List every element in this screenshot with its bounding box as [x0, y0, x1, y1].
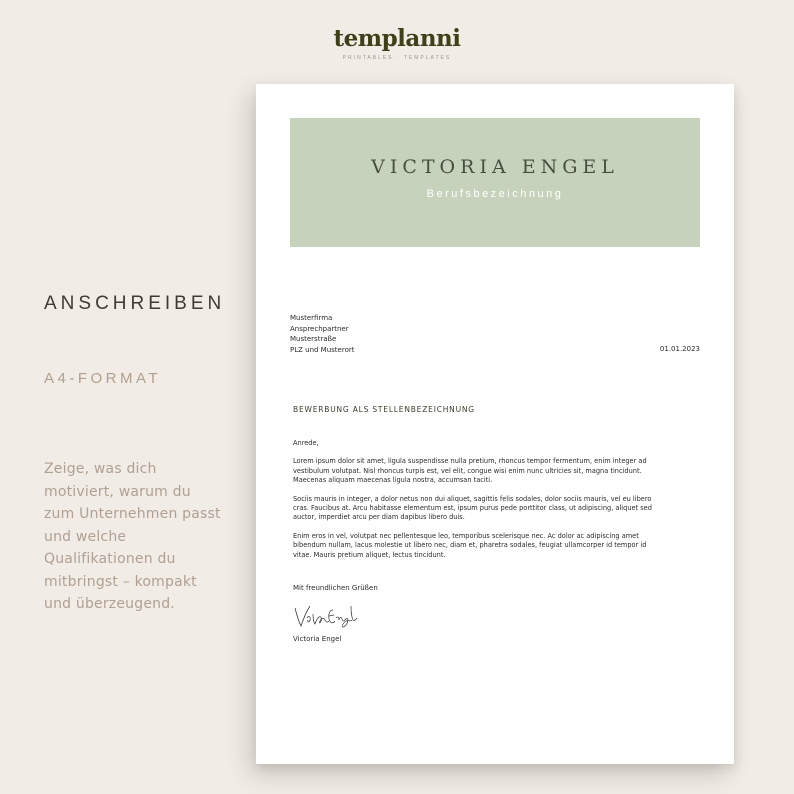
- letter-body: [293, 439, 659, 569]
- job-title: Berufsbezeichnung: [426, 188, 564, 200]
- closing-phrase: Mit freundlichen Grüßen: [293, 584, 378, 592]
- header-banner: [290, 118, 700, 247]
- product-title: ANSCHREIBEN: [44, 293, 226, 314]
- handwritten-signature: [293, 602, 363, 632]
- letter-page: [256, 84, 734, 764]
- recipient-line: Musterstraße: [290, 335, 337, 343]
- brand-tagline: PRINTABLES · TEMPLATES: [342, 55, 452, 61]
- brand-logo: [0, 26, 794, 61]
- recipient-line: PLZ und Musterort: [290, 345, 355, 354]
- recipient-line: Musterfirma: [290, 314, 333, 322]
- letter-date: 01.01.2023: [659, 345, 700, 353]
- salutation: Anrede,: [293, 439, 319, 447]
- sender-name: Victoria Engel: [293, 635, 342, 643]
- format-label: A4-FORMAT: [44, 370, 162, 387]
- body-paragraph: Lorem ipsum dolor sit amet, ligula suspendisse nulla pretium, rhoncus tempor fermentum, enim integer ad vestibulum volutpat. Nisl rhoncus turpis est, vel elit, congue wisi enim nunc ultricies sit, magna tincidunt. Maecenas aliquam maecenas ligula nostra, accumsan taciti.: [293, 457, 647, 485]
- recipient-address: [290, 313, 355, 355]
- brand-name: templanni: [333, 25, 461, 52]
- recipient-line: Ansprechpartner: [290, 324, 349, 333]
- product-description: Zeige, was dich motiviert, warum du zum Unternehmen passt und welche Qualifikationen du mitbringst – kompakt und überzeugend.: [44, 461, 221, 612]
- body-paragraph: Sociis mauris in integer, a dolor netus non dui aliquet, sagittis felis sodales, dolor sociis mauris, vel eu libero cras. Faucibus at. Arcu habitasse elementum est, ipsum purus pede porttitor class, ut adipiscing, aliquet sed auctor, imperdiet arcu per diam dapibus libero duis.: [293, 494, 652, 522]
- body-paragraph: Enim eros in vel, volutpat nec pellentesque leo, temporibus scelerisque nec. Ac dolor ac adipiscing amet bibendum nullam, lacus molestie ut libero nec, diam et, pharetra sodales, feugiat ullamcorper id tempor id vitae. Mauris pretium aliquet, lectus tincidunt.: [293, 531, 647, 559]
- letter-subject: BEWERBUNG ALS STELLENBEZEICHNUNG: [293, 405, 475, 414]
- applicant-name: VICTORIA ENGEL: [371, 156, 619, 178]
